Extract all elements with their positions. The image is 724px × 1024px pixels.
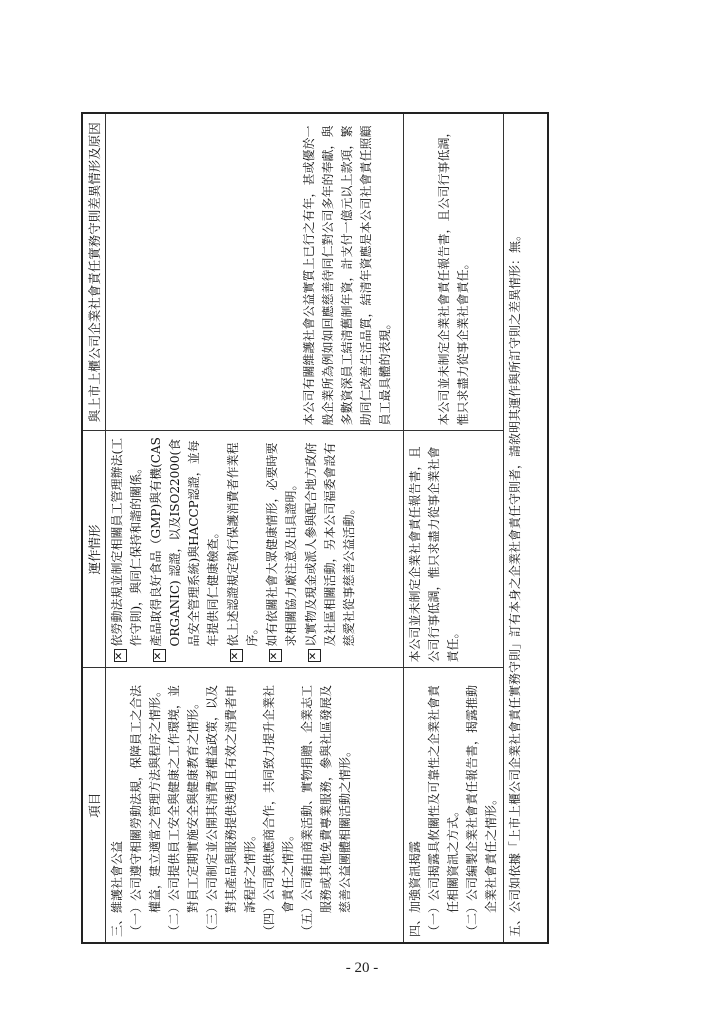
section4-operation-text: 本公司並未制定企業社會責任報告書，且公司行事低調，惟只求盡力從事企業社會責任。: [408, 446, 460, 663]
header-operation: 運作情形: [82, 431, 106, 668]
rotated-table-container: [81, 114, 549, 944]
checkbox-checked-icon: ✕: [269, 650, 282, 663]
checkbox-checked-icon: ✕: [230, 650, 243, 663]
section3-item-4: （四）公司與供應商合作，共同致力提升企業社會責任之情形。: [262, 684, 295, 937]
header-difference: 與上市上櫃公司企業社會責任實務守則差異情形及原因: [82, 113, 106, 431]
operation-text: 依上述認證規定執行保護消費者作業程序。: [226, 442, 259, 647]
section3-item-5: （五）公司藉由商業活動、實物捐贈、企業志工服務或其他免費專業服務，參與社區發展及慈善公益團體相關活動之情形。: [300, 684, 352, 937]
section3-difference-cell: [106, 113, 404, 431]
section3-operation-1: [108, 437, 146, 663]
section3-row: [106, 113, 404, 943]
section5-text: 五、公司如依據「上市上櫃公司企業社會責任實務守則」訂有本身之企業社會責任守則者，請敘明其運作與所訂守則之差異情形：無。: [508, 228, 522, 937]
section3-operation-5: [302, 437, 359, 663]
section4-item-2: （二）公司編製企業社會責任報告書，揭露推動企業社會責任之情形。: [465, 684, 498, 937]
section3-item-1: （一）公司遵守相關勞動法規，保障員工之合法權益，建立適當之管理方法與程序之情形。: [129, 684, 162, 937]
operation-text: 依勞動法規並制定相關員工管理辦法(工作守則)，與同仁保持和諧的關係。: [110, 437, 143, 647]
section3-title: 三、維護社會公益: [110, 840, 124, 937]
operation-text: 產品取得良好食品（GMP)與有機(CAS ORGANIC) 認證，以及ISO22000(食品安全管理系統)與HACCP認證，並每年提供同仁健康檢查。: [149, 437, 220, 647]
section4-difference-text: 本公司並未制定企業社會責任報告書，且公司行事低調，惟只求盡力從事企業社會責任。: [436, 125, 470, 426]
section3-operation-4: [263, 437, 301, 663]
section5-row: [504, 113, 549, 943]
operation-text: 如有依關社會大眾健康情形，必要時要求相關協力廠注意及出具證明。: [265, 442, 298, 647]
section5-cell: [504, 113, 549, 943]
section3-operation-3: [224, 437, 262, 663]
section4-difference-cell: [404, 113, 504, 431]
checkbox-checked-icon: ✕: [308, 650, 321, 663]
section4-item-1: （一）公司揭露具攸關性及可靠性之企業社會責任相關資訊之方式。: [427, 684, 460, 937]
section3-item-2: （二）公司提供員工安全與健康之工作環境，並對員工定期實施安全與健康教育之情形。: [167, 684, 200, 937]
checkbox-checked-icon: ✕: [114, 650, 127, 663]
section3-operation-2: [147, 437, 223, 663]
section3-operations-cell: [106, 431, 404, 668]
section4-row: [404, 113, 504, 943]
header-item: 項目: [82, 668, 106, 943]
table-header-row: [82, 113, 106, 943]
section4-items-cell: [404, 668, 504, 943]
section4-title: 四、加強資訊揭露: [408, 840, 422, 937]
section3-item-3: （三）公司制定並公開其消費者權益政策，以及對其產品與服務提供透明且有效之消費者申訴程序之情形。: [205, 684, 257, 937]
csr-table: [81, 112, 549, 944]
page-number: - 20 -: [345, 960, 379, 976]
section4-operation-cell: [404, 431, 504, 668]
section3-items-cell: [106, 668, 404, 943]
section3-difference-text: 本公司有關維護社會公益實質上已行之有年，甚或優於一般企業所為例如如回應慈善待同仁對公司多年的奉獻，與多數資深員工結清舊制年資，計支付一億元以上款項，繁助同仁改善生活品質，結清年資應是本公司社會責任照顧員工最具體的表現。: [302, 125, 392, 426]
operation-text: 以實物及現金或派人參與配合地方政府及社區相關活動，另本公司福委會設有慈愛社從事慈善公益活動。: [304, 442, 356, 647]
checkbox-checked-icon: ✕: [153, 650, 166, 663]
